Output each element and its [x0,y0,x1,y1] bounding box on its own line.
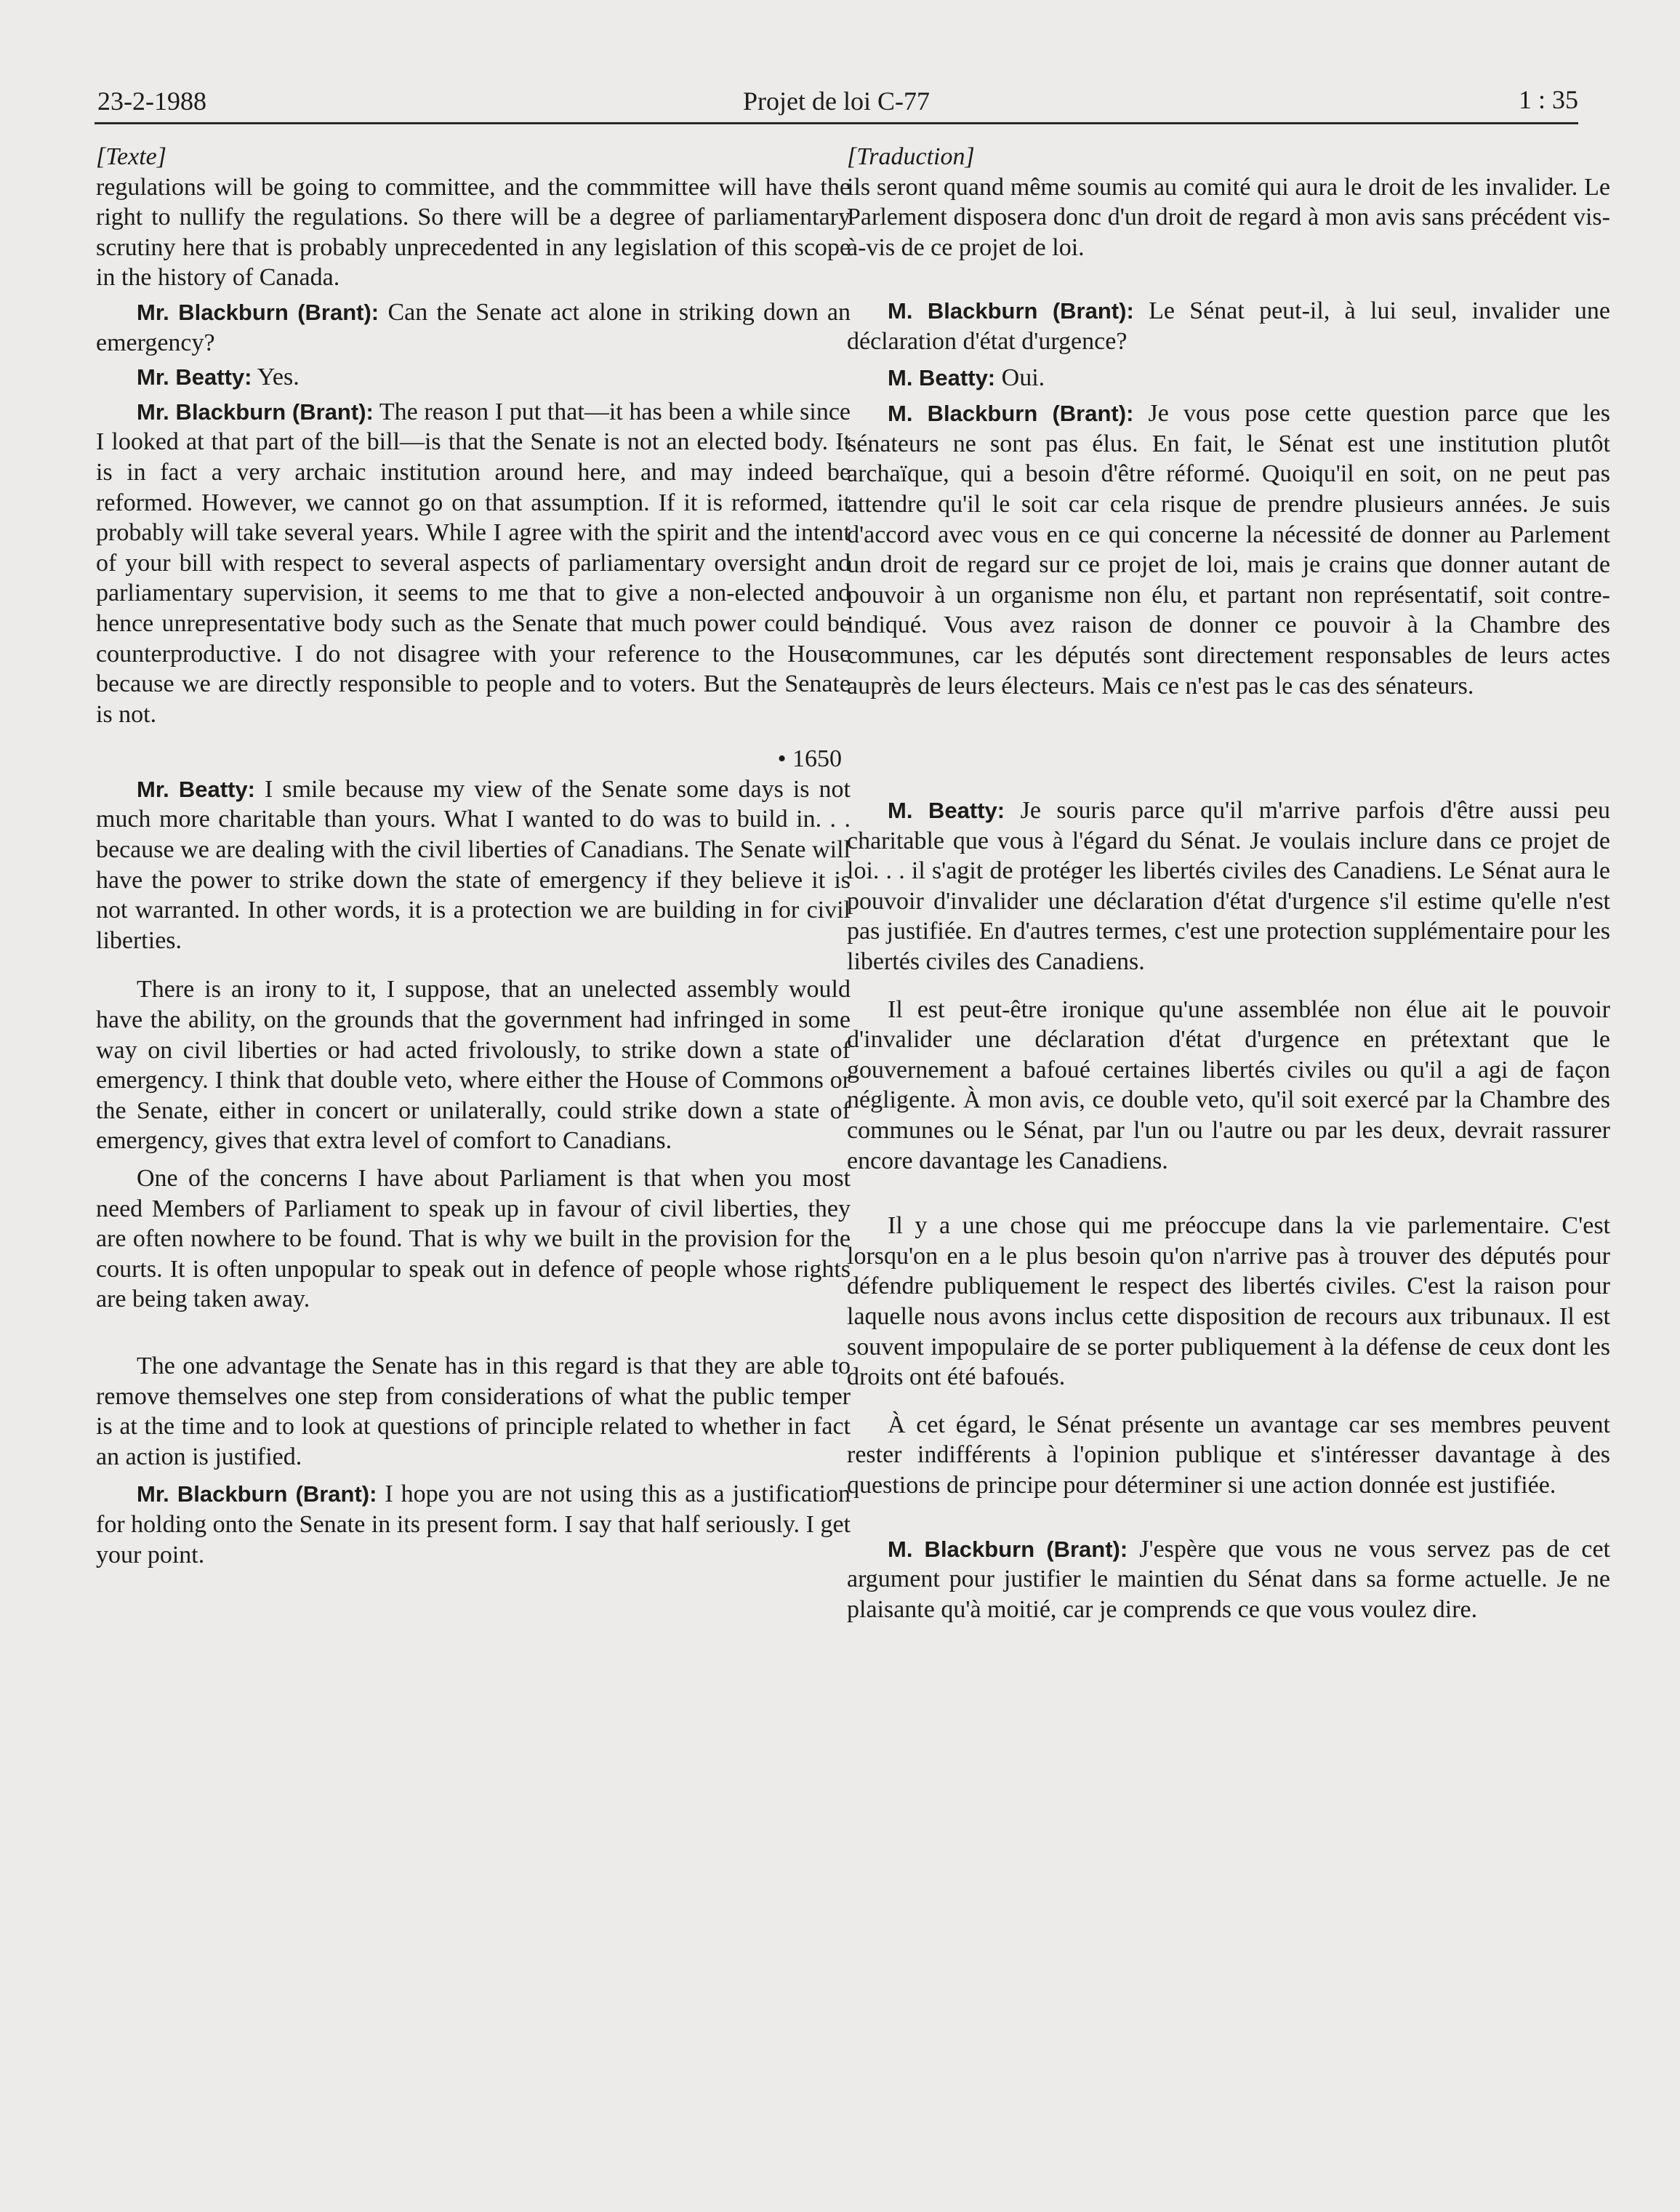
header-page-number: 1 : 35 [1518,85,1578,114]
speaker-label: M. Beatty: [888,798,1005,824]
french-para-3 [847,363,1610,393]
speaker-label: Mr. Blackburn (Brant): [137,299,379,325]
english-para-8: The one advantage the Senate has in this regard is that they are able to remove themselves one step from considerations of what the public temper is at the time and to look at questions of principle related to whether in fact an action is justified. [96,1352,851,1470]
english-column [96,142,851,1570]
speech-text: Je souris parce qu'il m'arrive parfois d'être aussi peu charitable que vous à l'égard du Sénat. Je voulais inclure dans ce projet de loi. . . il s'agit de protéger les libertés civiles des Canadiens. Le Sénat aura le pouvoir d'invalider une déclaration d'état d'urgence s'il estime qu'elle n'est pas justifiée. En d'autres termes, c'est une protection supplémentaire pour les libertés civiles des Canadiens. [847,797,1610,976]
speech-text: The reason I put that—it has been a while since I looked at that part of the bill—is that the Senate is not an elected body. It is in fact a very archaic institution around here, and may indeed be reformed. However, we cannot go on that assumption. If it is reformed, it probably will take several years. While I agree with the spirit and the intent of your bill with respect to several aspects of parliamentary oversight and parliamentary supervision, it seems to me that to give a non-elected and hence unrepresentative body such as the Senate that much power could be counterproductive. I do not disagree with your reference to the House because we are directly responsible to people and to voters. But the Senate is not. [96,398,851,728]
english-para-7: One of the concerns I have about Parliament is that when you most need Members of Parliament to speak up in favour of civil liberties, they are often nowhere to be found. That is why we built in the provision for the courts. It is often unpopular to speak out in defence of people whose rights are being taken away. [96,1165,851,1313]
speech-text: Je vous pose cette question parce que les sénateurs ne sont pas élus. En fait, le Sénat est une institution plutôt archaïque, qui a besoin d'être réformé. Quoiqu'il en soit, on ne peut pas attendre qu'il le soit car cela risque de prendre plusieurs années. Je suis d'accord avec vous en ce qui concerne la nécessité de donner au Parlement un droit de regard sur ce projet de loi, mais je crains que donner autant de pouvoir à un organisme non élu, et partant non représentatif, soit contre-indiqué. Vous avez raison de donner ce pouvoir à la Chambre des communes, car les députés sont directement responsables de leurs actes auprès de leurs électeurs. Mais ce n'est pas le cas des sénateurs. [847,400,1610,700]
french-para-4 [847,398,1610,701]
english-para-1: regulations will be going to committee, and the commmittee will have the right to nullify the regulations. So there will be a degree of parliamentary scrutiny here that is probably unprecedented in any legislation of this scope in the history of Canada. [96,173,851,292]
english-para-4 [96,397,851,730]
speech-text: Le Sénat peut-il, à lui seul, invalider une déclaration d'état d'urgence? [847,297,1610,355]
english-para-5 [96,774,851,956]
french-para-8: À cet égard, le Sénat présente un avantage car ses membres peuvent rester indifférents à l'opinion publique et s'intéresser davantage à des questions de principe pour déterminer si une action donnée est justifiée. [847,1411,1610,1499]
speaker-label: Mr. Blackburn (Brant): [137,1481,377,1507]
english-para-3 [96,362,851,393]
french-para-7: Il y a une chose qui me préoccupe dans la vie parlementaire. C'est lorsqu'on en a le plus besoin qu'on n'arrive pas à trouver des députés pour défendre publiquement le respect des libertés civiles. C'est la raison pour laquelle nous avons inclus cette disposition de recours aux tribunaux. Il est souvent impopulaire de se porter publiquement à la défense de ceux dont les droits ont été bafoués. [847,1212,1610,1391]
speaker-label: M. Beatty: [888,364,996,390]
english-para-9 [96,1479,851,1570]
speech-text: Can the Senate act alone in striking down an emergency? [96,298,851,356]
speaker-label: Mr. Beatty: [137,364,252,390]
speaker-label: Mr. Beatty: [137,776,255,802]
speech-text: I hope you are not using this as a justification for holding onto the Senate in its present form. I say that half seriously. I get your point. [96,1480,851,1568]
french-column [847,142,1610,1624]
speech-text: I smile because my view of the Senate some days is not much more charitable than yours. What I wanted to do was to build in. . . because we are dealing with the civil liberties of Canadians. The Senate will have the power to strike down the state of emergency if they believe it is not warranted. In other words, it is a protection we are building in for civil liberties. [96,775,851,954]
time-marker: • 1650 [777,745,842,773]
header-date: 23-2-1988 [97,87,206,116]
speaker-label: M. Blackburn (Brant): [888,401,1134,427]
speech-text: J'espère que vous ne vous servez pas de cet argument pour justifier le maintien du Sénat dans sa forme actuelle. Je ne plaisante qu'à moitié, car je comprends ce que vous voulez dire. [847,1535,1610,1623]
header-title: Projet de loi C-77 [743,87,930,116]
french-tag: [Traduction] [847,143,975,170]
french-para-1: ils seront quand même soumis au comité qui aura le droit de les invalider. Le Parlement disposera donc d'un droit de regard à mon avis sans précédent vis-à-vis de ce projet de loi. [847,173,1610,261]
english-para-2 [96,297,851,358]
french-para-9 [847,1534,1610,1625]
speech-text: Oui. [995,364,1045,391]
speaker-label: Mr. Blackburn (Brant): [137,398,374,425]
speaker-label: M. Blackburn (Brant): [888,1536,1128,1562]
french-para-5 [847,796,1610,977]
english-para-6: There is an irony to it, I suppose, that an unelected assembly would have the ability, on the grounds that the government had infringed in some way on civil liberties or had acted frivolously, to strike down a state of emergency. I think that double veto, where either the House of Commons or the Senate, either in concert or unilaterally, could strike down a state of emergency, gives that extra level of comfort to Canadians. [96,976,851,1155]
french-para-2 [847,296,1610,356]
speaker-label: M. Blackburn (Brant): [888,298,1134,324]
english-tag: [Texte] [96,143,166,170]
french-para-6: Il est peut-être ironique qu'une assemblée non élue ait le pouvoir d'invalider une déclaration d'état d'urgence en prétextant que le gouvernement a bafoué certaines libertés civiles ou qu'il a agi de façon négligente. À mon avis, ce double veto, qu'il soit exercé par la Chambre des communes ou le Sénat, par l'un ou l'autre ou par les deux, devrait rassurer encore davantage les Canadiens. [847,995,1610,1174]
page-header [95,79,1578,124]
speech-text: Yes. [252,364,300,391]
